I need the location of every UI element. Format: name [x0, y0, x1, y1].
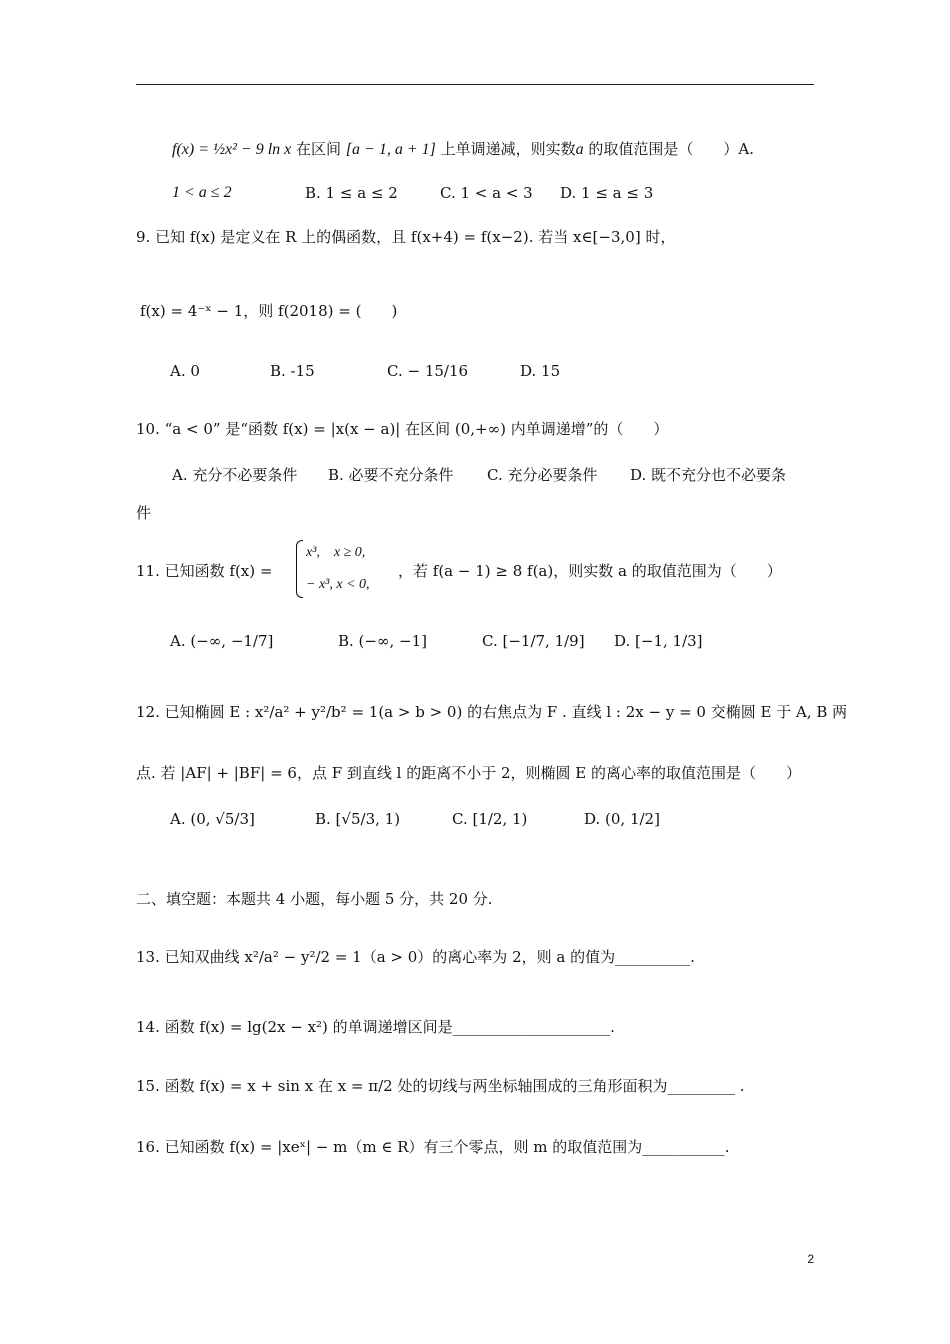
- q12-stem-line2: 点. 若 |AF| + |BF| = 6，点 F 到直线 l 的距离不小于 2，则椭圆 E 的离心率的取值范围是（ ）: [136, 764, 802, 782]
- q10-option-a: A. 充分不必要条件: [172, 466, 298, 484]
- q8-option-c: C. 1 < a < 3: [440, 184, 533, 202]
- q9-option-a: A. 0: [170, 362, 200, 380]
- q12-option-a: A. (0, √5/3]: [170, 810, 255, 828]
- q11-option-c: C. [−1/7, 1/9]: [482, 632, 585, 650]
- q9-stem-line1: 9. 已知 f(x) 是定义在 R 上的偶函数，且 f(x+4) = f(x−2). 若当 x∈[−3,0] 时，: [136, 228, 676, 246]
- q8-function: f(x) = ½x² − 9 ln x: [172, 141, 292, 158]
- q11-suffix: ，若 f(a − 1) ≥ 8 f(a)，则实数 a 的取值范围为（ ）: [398, 562, 782, 580]
- q16: 16. 已知函数 f(x) = |xeˣ| − m（m ∈ R）有三个零点，则 m 的取值范围为___________.: [136, 1138, 730, 1156]
- q8-interval: [a − 1, a + 1]: [345, 141, 436, 158]
- section-heading-fill-in: 二、填空题：本题共 4 小题，每小题 5 分，共 20 分.: [136, 890, 493, 908]
- q10-option-b: B. 必要不充分条件: [328, 466, 454, 484]
- q12-stem-line1: 12. 已知椭圆 E : x²/a² + y²/b² = 1(a > b > 0) 的右焦点为 F . 直线 l : 2x − y = 0 交椭圆 E 于 A, B 两: [136, 703, 848, 721]
- q12-option-b: B. [√5/3, 1): [315, 810, 401, 828]
- q14: 14. 函数 f(x) = lg(2x − x²) 的单调递增区间是_____________________.: [136, 1018, 615, 1036]
- q8-option-d: D. 1 ≤ a ≤ 3: [560, 184, 654, 202]
- q9-option-c: C. − 15/16: [387, 362, 469, 380]
- q11-case2: − x³, x < 0,: [306, 577, 370, 592]
- q11-case1: x³, x ≥ 0,: [306, 545, 366, 560]
- q11-prefix: 11. 已知函数 f(x) =: [136, 562, 273, 580]
- header-rule: [136, 84, 814, 85]
- q10-option-c: C. 充分必要条件: [487, 466, 598, 484]
- q11-piecewise-brace: [296, 540, 303, 598]
- q10-stem: 10. “a < 0” 是“函数 f(x) = |x(x − a)| 在区间 (0,+∞) 内单调递增”的（ ）: [136, 420, 669, 438]
- q9-option-b: B. -15: [270, 362, 315, 380]
- q8-line1: f(x) = ½x² − 9 ln x 在区间 [a − 1, a + 1] 上单调递减，则实数a 的取值范围是（ ）A.: [172, 140, 754, 158]
- q10-option-d: D. 既不充分也不必要条: [630, 466, 787, 484]
- q9-option-d: D. 15: [520, 362, 561, 380]
- q11-option-a: A. (−∞, −1/7]: [170, 632, 274, 650]
- q13: 13. 已知双曲线 x²/a² − y²/2 = 1（a > 0）的离心率为 2，则 a 的值为__________.: [136, 948, 695, 966]
- q10-option-d-wrap: 件: [136, 504, 152, 522]
- q12-option-d: D. (0, 1/2]: [584, 810, 660, 828]
- q11-option-b: B. (−∞, −1]: [338, 632, 427, 650]
- q12-option-c: C. [1/2, 1): [452, 810, 528, 828]
- q8-option-a: 1 < a ≤ 2: [172, 184, 232, 201]
- q9-stem-line2: f(x) = 4⁻ˣ − 1，则 f(2018) = ( ): [140, 302, 398, 320]
- q8-option-b: B. 1 ≤ a ≤ 2: [305, 184, 398, 202]
- q15: 15. 函数 f(x) = x + sin x 在 x = π/2 处的切线与两坐标轴围成的三角形面积为_________ .: [136, 1077, 745, 1095]
- page-number: 2: [807, 1252, 814, 1266]
- q11-option-d: D. [−1, 1/3]: [614, 632, 703, 650]
